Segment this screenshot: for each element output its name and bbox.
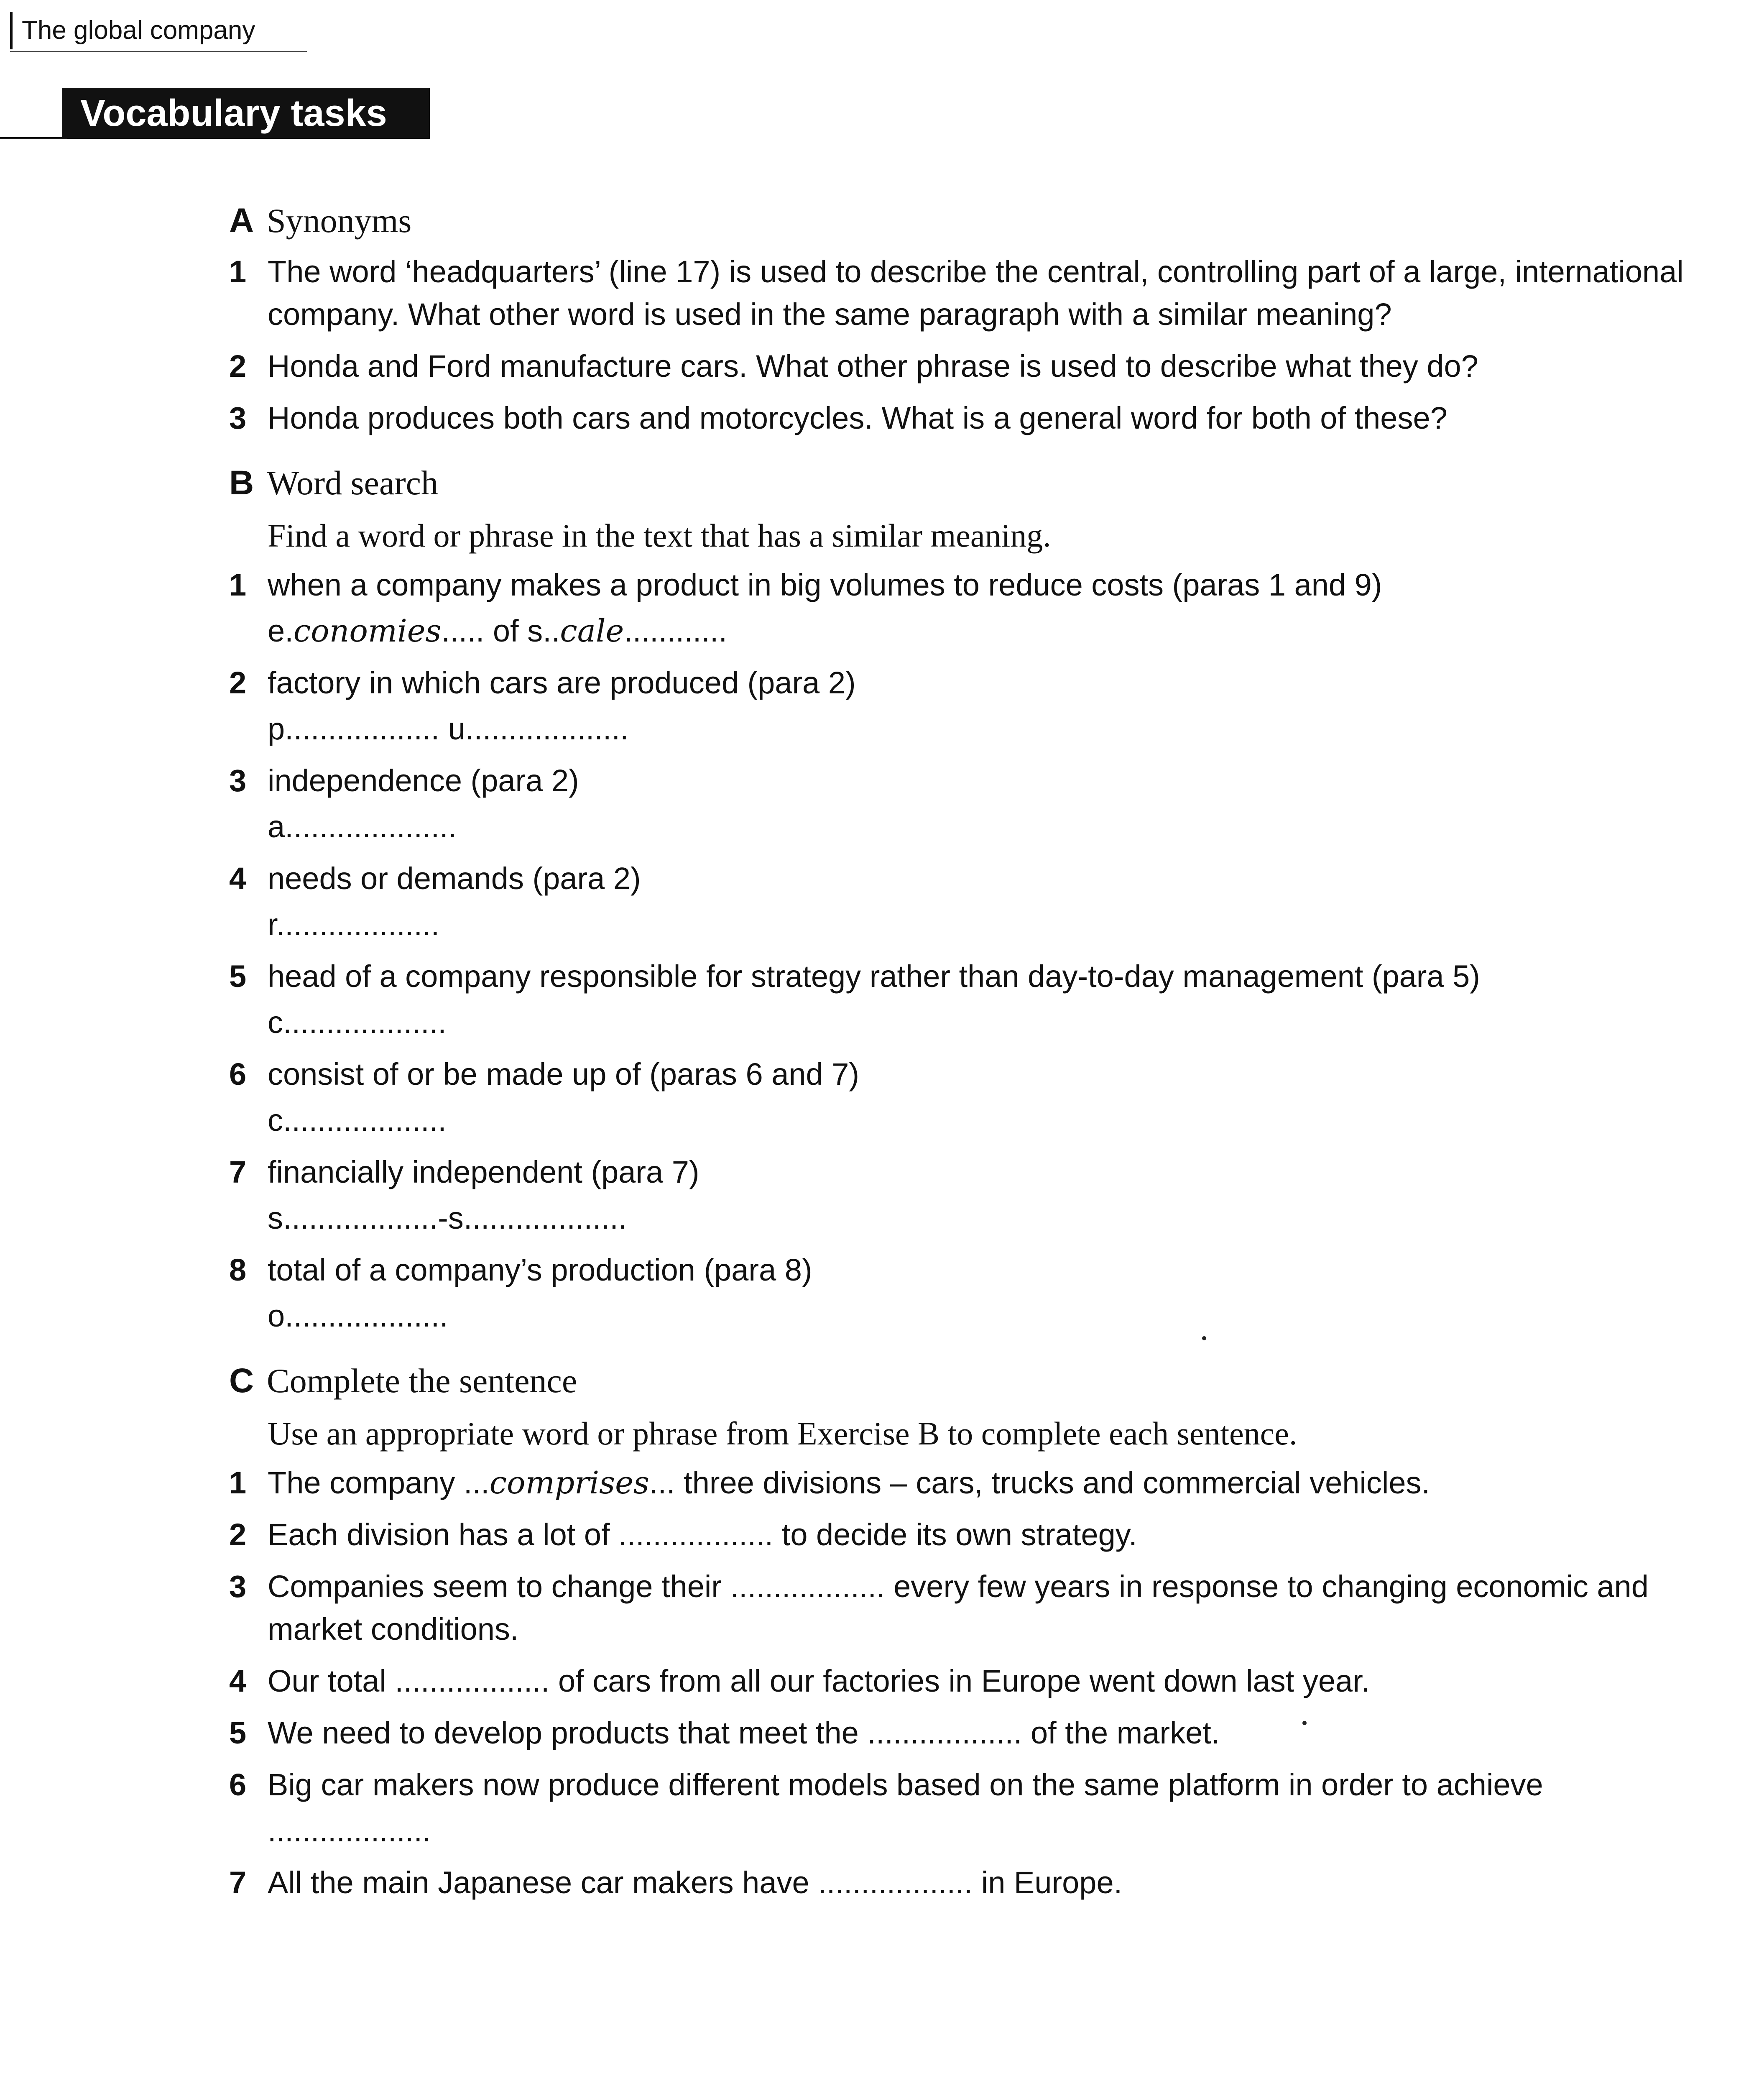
item-number: 6 bbox=[229, 1057, 247, 1092]
item-number: 4 bbox=[229, 861, 247, 896]
sentence-end: ... three divisions – cars, trucks and commercial vehicles. bbox=[649, 1465, 1430, 1500]
page-title: Vocabulary tasks bbox=[62, 88, 430, 139]
section-letter: B bbox=[229, 464, 254, 502]
section-letter: C bbox=[229, 1362, 254, 1400]
chapter-label: The global company bbox=[10, 12, 255, 49]
list-item bbox=[229, 1513, 1713, 1556]
list-item bbox=[229, 1462, 1713, 1504]
answer-line[interactable]: s..................-s................... bbox=[268, 1201, 627, 1235]
item-number: 6 bbox=[229, 1767, 247, 1802]
answer-line[interactable]: p.................. u................... bbox=[268, 711, 629, 746]
section-heading bbox=[229, 459, 1713, 507]
item-text: Honda and Ford manufacture cars. What other phrase is used to describe what they do? bbox=[268, 349, 1478, 383]
exercise-content bbox=[229, 197, 1713, 1923]
list-item bbox=[229, 1151, 1713, 1240]
item-number: 8 bbox=[229, 1253, 247, 1287]
item-number: 2 bbox=[229, 349, 247, 383]
answer-blank: ............ bbox=[624, 613, 728, 648]
item-number: 7 bbox=[229, 1155, 247, 1189]
section-instruction: Use an appropriate word or phrase from Exercise B to complete each sentence. bbox=[268, 1415, 1297, 1452]
section-title: Complete the sentence bbox=[267, 1362, 577, 1400]
list-item bbox=[229, 1053, 1713, 1142]
item-number: 2 bbox=[229, 665, 247, 700]
answer-prefix: e. bbox=[268, 613, 294, 648]
item-text: The word ‘headquarters’ (line 17) is used to describe the central, controlling part of a large, international company. What other word is used in the same paragraph with a similar meaning? bbox=[268, 254, 1684, 332]
answer-line[interactable]: a.................... bbox=[268, 809, 457, 844]
item-text: total of a company’s production (para 8) bbox=[268, 1253, 812, 1287]
list-item bbox=[229, 251, 1713, 336]
title-rule bbox=[0, 137, 67, 139]
section-c bbox=[229, 1357, 1713, 1904]
section-instruction: Find a word or phrase in the text that has a similar meaning. bbox=[268, 517, 1051, 554]
section-title: Synonyms bbox=[267, 202, 412, 240]
item-number: 5 bbox=[229, 1715, 247, 1750]
sentence[interactable]: Our total .................. of cars from all our factories in Europe went down last year. bbox=[268, 1664, 1370, 1698]
answer-line[interactable]: c................... bbox=[268, 1005, 447, 1040]
list-item bbox=[229, 759, 1713, 848]
item-number: 1 bbox=[229, 254, 247, 289]
item-number: 1 bbox=[229, 1465, 247, 1500]
item-text: financially independent (para 7) bbox=[268, 1155, 699, 1189]
section-heading bbox=[229, 197, 1713, 245]
answer-line[interactable]: c................... bbox=[268, 1103, 447, 1138]
list-item bbox=[229, 1249, 1713, 1337]
item-text: consist of or be made up of (paras 6 and 7) bbox=[268, 1057, 860, 1092]
list-item bbox=[229, 1660, 1713, 1702]
sentence[interactable]: Companies seem to change their .................. every few years in response to changing economic and market conditions. bbox=[268, 1569, 1649, 1646]
answer-line[interactable]: r................... bbox=[268, 907, 440, 942]
scan-speck bbox=[1202, 1336, 1206, 1340]
answer-line[interactable]: ................... bbox=[268, 1813, 431, 1848]
list-item bbox=[229, 397, 1713, 440]
answer-line[interactable] bbox=[268, 610, 1382, 652]
answer-line[interactable]: o................... bbox=[268, 1299, 448, 1333]
scan-speck bbox=[1302, 1721, 1307, 1725]
sentence[interactable]: Each division has a lot of .................. to decide its own strategy. bbox=[268, 1517, 1137, 1552]
item-text: factory in which cars are produced (para 2) bbox=[268, 665, 856, 700]
list-item bbox=[229, 1764, 1713, 1852]
sentence[interactable]: We need to develop products that meet the .................. of the market. bbox=[268, 1715, 1220, 1750]
section-title: Word search bbox=[267, 464, 439, 502]
list-item bbox=[229, 857, 1713, 946]
item-number: 3 bbox=[229, 763, 247, 798]
answer-middle: ..... of s.. bbox=[441, 613, 560, 648]
list-item bbox=[229, 1565, 1713, 1651]
sentence[interactable]: All the main Japanese car makers have .................. in Europe. bbox=[268, 1865, 1123, 1900]
list-item bbox=[229, 1861, 1713, 1904]
sentence[interactable] bbox=[268, 1462, 1430, 1504]
item-number: 4 bbox=[229, 1664, 247, 1698]
header-rule bbox=[10, 51, 307, 52]
item-number: 1 bbox=[229, 567, 247, 602]
item-text: when a company makes a product in big volumes to reduce costs (paras 1 and 9) bbox=[268, 567, 1382, 602]
item-number: 3 bbox=[229, 401, 247, 435]
sentence[interactable]: Big car makers now produce different models based on the same platform in order to achieve bbox=[268, 1767, 1543, 1802]
handwritten-answer: comprises bbox=[489, 1465, 649, 1501]
section-a bbox=[229, 197, 1713, 440]
item-number: 7 bbox=[229, 1865, 247, 1900]
item-number: 2 bbox=[229, 1517, 247, 1552]
list-item bbox=[229, 955, 1713, 1044]
handwritten-answer: cale bbox=[560, 613, 624, 649]
section-b bbox=[229, 459, 1713, 1337]
handwritten-answer: conomies bbox=[293, 613, 442, 649]
section-letter: A bbox=[229, 202, 254, 240]
list-item bbox=[229, 662, 1713, 750]
list-item bbox=[229, 1712, 1713, 1754]
list-item bbox=[229, 345, 1713, 388]
section-heading bbox=[229, 1357, 1713, 1405]
item-number: 5 bbox=[229, 959, 247, 994]
item-text: needs or demands (para 2) bbox=[268, 861, 641, 896]
item-text: Honda produces both cars and motorcycles. What is a general word for both of these? bbox=[268, 401, 1447, 435]
sentence-start: The company ... bbox=[268, 1465, 490, 1500]
list-item bbox=[229, 564, 1713, 652]
item-text: independence (para 2) bbox=[268, 763, 579, 798]
item-number: 3 bbox=[229, 1569, 247, 1604]
item-text: head of a company responsible for strategy rather than day-to-day management (para 5) bbox=[268, 959, 1480, 994]
